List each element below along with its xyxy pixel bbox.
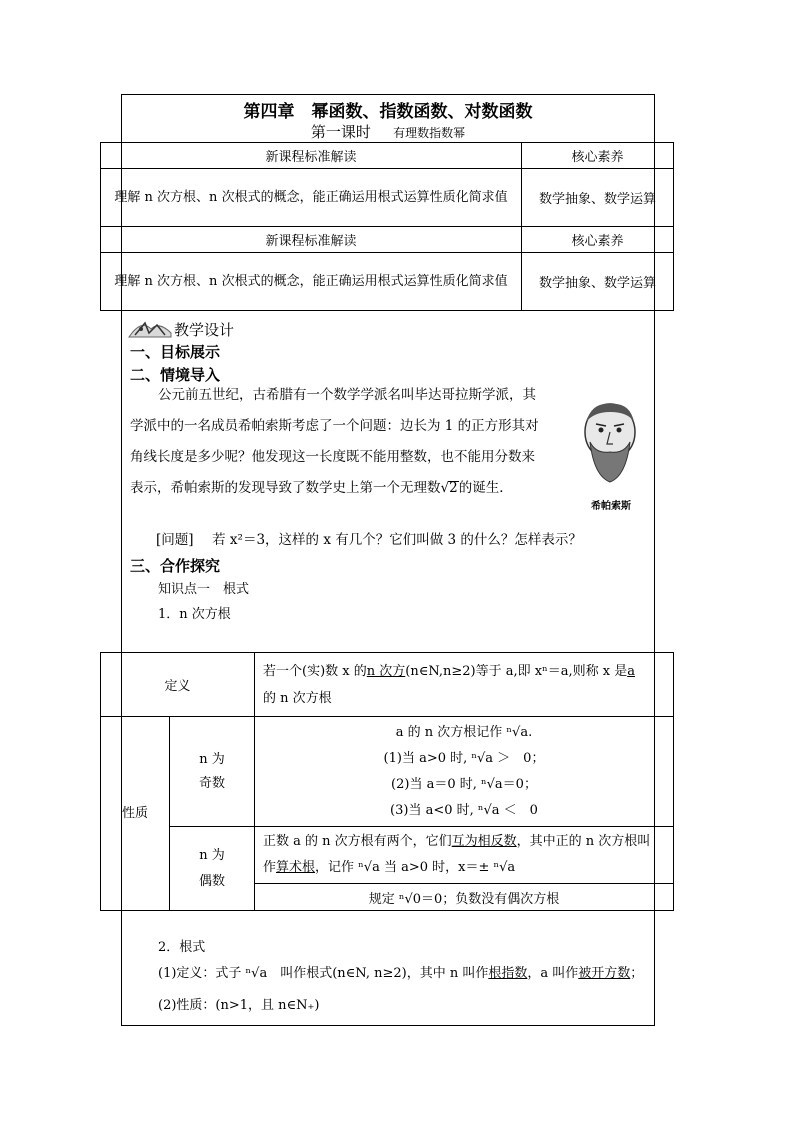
- intro-line: 学派中的一名成员希帕索斯考虑了一个问题：边长为 1 的正方形其对: [130, 418, 539, 434]
- odd-line: (2)当 a＝0 时, ⁿ√a＝0；: [391, 776, 537, 792]
- intro-line: 公元前五世纪，古希腊有一个数学学派名叫毕达哥拉斯学派，其: [158, 387, 536, 403]
- nth-root-table: [100, 652, 674, 911]
- radical-definition: [158, 962, 643, 981]
- subsection-radical: 2．根式: [158, 940, 206, 955]
- lesson-topic: 有理数指数幂: [393, 126, 466, 140]
- def-text: (n∈N,n≥2)等于 a,即 xⁿ＝a,则称 x 是: [405, 663, 628, 679]
- intro-paragraph: [130, 380, 560, 504]
- question: [156, 528, 582, 548]
- odd-line: (3)当 a<0 时, ⁿ√a ＜ 0: [390, 802, 538, 818]
- def-content: [255, 653, 674, 717]
- table-cell-standard: 理解 n 次方根、n 次根式的概念，能正确运用根式运算性质化简求值: [101, 169, 522, 227]
- chapter-title: 第四章 幂函数、指数函数、对数函数: [243, 102, 533, 122]
- subsection-nth-root: 1．n 次方根: [158, 607, 231, 622]
- even-blank-1: 互为相反数: [451, 834, 517, 849]
- lesson-label: 第一课时: [310, 123, 371, 141]
- odd-line: (1)当 a>0 时, ⁿ√a ＞ 0；: [383, 750, 545, 766]
- def-blank-2: a: [627, 663, 635, 679]
- portrait-caption: 希帕索斯: [591, 501, 631, 512]
- table-header-competency: 核心素养: [522, 143, 674, 169]
- lesson-title: [121, 121, 655, 142]
- even-text: 作: [263, 860, 277, 875]
- odd-label-line: n 为: [199, 751, 225, 767]
- odd-label-line: 奇数: [198, 775, 225, 791]
- section-goals: 一、目标展示: [130, 343, 221, 361]
- radical-text: ；: [630, 966, 644, 981]
- def-text: 的 n 次方根: [263, 690, 332, 706]
- def-blank-1: n 次方: [366, 663, 406, 679]
- radicand: 2: [449, 480, 458, 496]
- radical-property: (2)性质：(n>1，且 n∈N₊): [158, 998, 320, 1013]
- odd-label: [170, 717, 255, 827]
- radical-text: (1)定义：式子 ⁿ√a 叫作根式(n∈N, n≥2)，其中 n 叫作: [158, 966, 489, 981]
- table-header-competency: 核心素养: [522, 227, 674, 253]
- table-header-standard: 新课程标准解读: [101, 143, 522, 169]
- even-rule: 规定 ⁿ√0＝0；负数没有偶次方根: [255, 884, 674, 911]
- table-header-standard: 新课程标准解读: [101, 227, 522, 253]
- radical-blank-2: 被开方数: [578, 966, 631, 981]
- even-blank-2: 算术根: [276, 860, 316, 875]
- teaching-design-label: 教学设计: [174, 321, 235, 339]
- sqrt-symbol: √: [440, 480, 450, 496]
- even-content: [255, 827, 674, 884]
- even-label-line: 偶数: [198, 873, 225, 889]
- intro-text: 的诞生．: [458, 480, 513, 496]
- even-text: ，其中正的 n 次方根叫: [516, 834, 651, 849]
- standard-table-2: [100, 226, 674, 311]
- question-tag: [问题]: [156, 532, 194, 548]
- table-cell-standard: 理解 n 次方根、n 次根式的概念，能正确运用根式运算性质化简求值: [101, 253, 522, 311]
- def-label: 定义: [101, 653, 255, 717]
- standard-table-1: [100, 142, 674, 227]
- question-text: 若 x²＝3，这样的 x 有几个？它们叫做 3 的什么？怎样表示？: [212, 532, 582, 548]
- radical-blank-1: 根指数: [488, 966, 528, 981]
- even-label-line: n 为: [199, 847, 225, 863]
- even-label: [170, 827, 255, 911]
- section-explore: 三、合作探究: [130, 557, 221, 575]
- odd-line: a 的 n 次方根记作 ⁿ√a.: [395, 724, 533, 740]
- section-context: 二、情境导入: [130, 366, 221, 384]
- knowledge-point: 知识点一 根式: [158, 582, 250, 597]
- even-text: 正数 a 的 n 次方根有两个，它们: [263, 834, 452, 849]
- intro-line: [130, 473, 560, 504]
- radical-text: ，a 叫作: [527, 966, 579, 981]
- intro-line: 角线长度是多少呢？他发现这一长度既不能用整数，也不能用分数来: [130, 449, 535, 465]
- intro-text: 表示，希帕索斯的发现导致了数学史上第一个无理数: [130, 480, 441, 496]
- hippasus-portrait-image: [570, 398, 650, 500]
- def-text: 若一个(实)数 x 的: [263, 663, 367, 679]
- odd-content: [255, 717, 674, 827]
- table-cell-competency: 数学抽象、数学运算: [522, 169, 674, 227]
- even-text: ，记作 ⁿ√a 当 a>0 时，x＝± ⁿ√a: [315, 860, 516, 875]
- prop-label: 性质: [101, 717, 170, 911]
- table-cell-competency: 数学抽象、数学运算: [522, 253, 674, 311]
